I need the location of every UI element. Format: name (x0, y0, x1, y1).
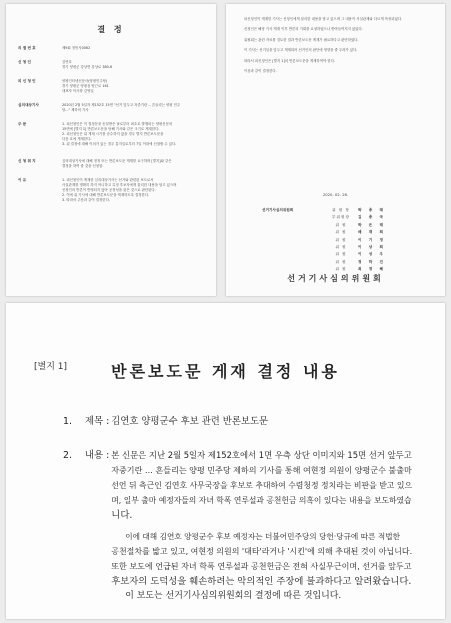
reason-paragraph: 위원회는 관련 자료를 검토한 결과 반론보도문 게재가 필요하다고 판단하였다. (244, 37, 359, 42)
committee-org: 선거기사심의위원회 (262, 208, 294, 212)
reason-paragraph: 따라서 피신청인은 [별지 1]의 반론보도문을 게재하여야 한다. (244, 58, 335, 63)
committee-role: 위 원 (335, 245, 347, 250)
committee-role: 위 원 (335, 237, 347, 242)
item-label: 제목 : (85, 416, 110, 427)
committee-name-footer: 선거기사심의위원회 (287, 274, 384, 283)
committee-org (262, 214, 324, 221)
case-label: 피 신 청 인 (18, 79, 36, 83)
committee-member (262, 207, 432, 214)
committee-org (262, 244, 324, 251)
item-number: 2. (63, 450, 72, 461)
content-body (111, 448, 411, 604)
content-line: 본 신문은 지난 2월 5일자 제152호에서 1면 우측 상단 이미지와 15면 선거 앞두고 (111, 450, 412, 460)
decision-date: 2020. 02. 26. (322, 192, 349, 197)
case-label: 신 청 인 (18, 60, 31, 64)
committee-member (262, 214, 432, 221)
committee-org (262, 237, 324, 244)
case-value-line: 2. 이에 위 기사에 대해 반론보도문을 게재하도록 결정한다. (62, 193, 150, 197)
case-value-line: 김연호 (62, 60, 72, 64)
case-value-line: 사실관계를 명확히 하지 아니하고 특정 후보자에게 불리한 내용을 담고 있으며 (62, 183, 177, 187)
content-line: 이 보도는 선거기사심의위원회의 결정에 따른 것입니다. (125, 591, 342, 601)
case-value-line: 3. 따라서 주문과 같이 결정한다. (62, 198, 110, 202)
case-label: 이 유 (18, 178, 27, 182)
case-row-resolution-number (18, 46, 208, 51)
case-value-line: 신청인의 반론이 반영되지 않아 공정성을 잃은 것으로 판단된다. (62, 188, 156, 192)
content-line: 니다. (111, 510, 133, 521)
committee-org (262, 259, 324, 266)
case-label: 주 문 (18, 122, 27, 126)
case-row-applicant (18, 60, 208, 70)
case-value-line: 1. 피신청인이 게재한 심의대상기사는 선거와 관련된 보도로서 (62, 178, 154, 182)
case-row-target-article (18, 103, 208, 113)
decision-page-left (6, 4, 216, 296)
case-label: 의 결 번 호 (18, 46, 36, 50)
item-label: 내용 : (85, 450, 110, 461)
case-value-line: 1. 피신청인은 이 결정문을 송달받은 날로부터 최초로 발행되는 양평신문의 (62, 122, 173, 126)
reason-paragraph: 신청인은 해당 기사 게재 이후 반론의 기회를 요청하였으나 받아들여지지 않았다. (244, 27, 363, 32)
case-value-line: 다음 호에 게재한다. (62, 137, 92, 141)
committee-name: 박 종 래 (358, 208, 386, 212)
case-row-order (18, 122, 208, 147)
case-value-line: 양평인터넷신문사(양평민주당) (62, 79, 108, 83)
committee-role: 위 원 (335, 222, 347, 227)
committee-role: 위 원 (335, 267, 347, 272)
case-label: 심의대상기사 (18, 103, 39, 107)
case-value-line: 경기 양평군 양평읍 양근로 161 (62, 84, 109, 88)
case-value-line: 3. 위 결정에 대해 이의가 있는 경우 통지일로부터 7일 이내에 신청할 수 있다. (62, 142, 177, 146)
content-line: 며, 일부 출마 예정자들의 자녀 학폭 연루설과 공천헌금 의혹이 있다는 내용을 보도하였습 (111, 496, 412, 505)
reason-paragraph: 이상과 같이 결정한다. (244, 69, 277, 74)
case-label: 신 청 취 지 (18, 159, 36, 163)
committee-name: 배 재 희 (358, 230, 386, 235)
item-text: 김연호 양평군수 후보 관련 반론보도문 (111, 416, 269, 427)
content-line: 선언 뒤 측근인 김연호 사무국장을 후보로 추대하여 수렴청정 정치라는 비판을 받고 있으 (111, 481, 413, 490)
committee-name: 이 기 정 (358, 237, 386, 242)
committee-member (262, 237, 432, 244)
committee-name: 김 종 국 (358, 215, 386, 220)
item-number: 1. (63, 416, 72, 427)
committee-org (262, 251, 324, 258)
case-row-respondent (18, 79, 208, 94)
committee-member (262, 229, 432, 236)
committee-name: 정 하 진 (358, 259, 386, 264)
page-title: 반론보도문 게재 결정 내용 (111, 362, 340, 381)
content-line: 자중기란 … 흔들리는 양평 민주당 제하의 기사를 통해 여현정 의원이 양평군수 불출마 (111, 466, 412, 475)
item-title (63, 414, 423, 429)
case-value-line: 심의대상기사에 대해 정정 또는 반론보도문 게재를 요구하며 [별지]와 같은 (62, 159, 172, 163)
committee-role: 위 원 (335, 252, 347, 257)
decision-case-table (18, 46, 208, 212)
committee-org (262, 229, 324, 236)
committee-member-list (262, 207, 432, 274)
committee-member (262, 222, 432, 229)
committee-role: 위 원 장 (332, 208, 350, 212)
case-row-reason (18, 178, 208, 203)
case-value-line: 제9회 정민사0062 (62, 46, 91, 50)
reason-paragraph: 이 기사는 선거일을 앞두고 게재되어 선거인의 판단에 영향을 줄 우려가 있다. (244, 48, 358, 53)
committee-name: 이 상 희 (358, 245, 386, 250)
case-value-line: 2. 피신청인은 위 게재 시기를 준수하지 않을 경우 별지 반론보도문을 (62, 132, 164, 136)
committee-org (262, 222, 324, 229)
case-value-line: 결정을 하여 줄 것을 신청함. (62, 164, 104, 168)
content-line: 공천절차를 밟고 있고, 여현정 의원의 '대타'라거나 '시킨'에 의해 추대된 것이 아닙니다. (111, 547, 413, 556)
committee-name: 박 은 태 (358, 222, 386, 227)
case-value-line: 당..." 제하의 기사 (62, 108, 89, 112)
item-content (63, 448, 435, 604)
decision-page-right (226, 4, 445, 296)
case-value-line: 대표자 이사장 김영일 (62, 89, 94, 93)
case-value-line: 경기 양평군 강상면 강상로 380-6 (62, 65, 113, 69)
reason-paragraph: 피신청인이 게재한 기사는 신청인에게 불리한 내용을 담고 있으며 그 내용이 사실관계와 다르게 작성되었다. (244, 17, 403, 21)
committee-name: 최 경 혜 (358, 267, 386, 272)
reason-text (238, 16, 434, 78)
committee-role: 부위원장 (332, 215, 350, 220)
committee-member (262, 259, 432, 266)
committee-role: 위 원 (335, 230, 347, 235)
case-value-line: 2020년 2월 5일자 제152호 15면 "선거 앞두고 자중기란 -- 흔들리는 양평 민주 (62, 103, 181, 107)
committee-role: 위 원 (335, 259, 347, 264)
committee-member (262, 251, 432, 258)
content-line: 이에 대해 김연호 양평군수 후보 예정자는 더불어민주당의 당헌·당규에 따른 적법한 (125, 532, 400, 541)
decision-title: 결 정 (97, 25, 125, 34)
case-row-application-purpose (18, 159, 208, 169)
attachment-label: [별지 1] (34, 362, 67, 372)
case-value-line: 15면에 [별지 1] 반론보도문을 당해 기사와 같은 크기로 게재한다. (62, 127, 160, 131)
attachment-page (6, 303, 445, 619)
content-line: 또한 보도에 언급된 자녀 학폭 연루설과 공천헌금은 전혀 사실무근이며, 선거를 앞두고 (111, 562, 412, 571)
committee-member (262, 244, 432, 251)
content-line: 후보자의 도덕성을 훼손하려는 악의적인 주장에 불과하다고 알려왔습니다. (111, 576, 412, 587)
committee-name: 이 성 우 (358, 252, 386, 257)
